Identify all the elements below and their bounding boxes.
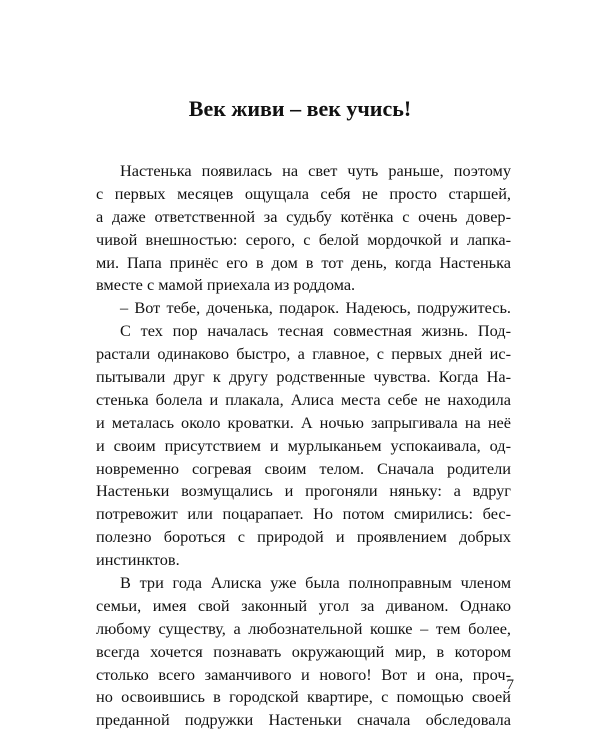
text-line: стенька болела и плакала, Алиса места себе не находила [96,389,511,409]
text-line: потревожит или поцарапает. Но потом смирились: бес- [96,504,511,524]
text-line: инстинктов. [96,550,180,570]
text-line: с первых месяцев ощущала себя не просто старшей, [96,183,511,203]
text-line: чивой внешностью: серого, с белой мордочкой и лапка- [96,229,511,249]
text-line: новременно согревая своим телом. Сначала родители [96,458,511,478]
text-line: полезно бороться с природой и проявлением добрых [96,527,511,547]
chapter-title: Век живи – век учись! [188,96,412,121]
body-text [96,160,511,732]
text-line: Настеньки возмущались и прогоняли няньку: а вдруг [96,481,511,501]
text-line: столько всего заманчивого и нового! Вот и она, проч- [96,664,511,684]
text-line: Настенька появилась на свет чуть раньше, поэтому [120,161,511,180]
text-line: семьи, имея свой законный угол за диваном. Однако [96,595,511,615]
text-line: преданной подружки Настеньки сначала обследовала [96,710,511,730]
text-line: В три года Алиска уже была полноправным членом [120,573,511,593]
text-line: и металась около кроватки. А ночью запрыгивала на неё [96,412,511,432]
text-line: и своим присутствием и мурлыканьем успокаивала, од- [96,435,511,455]
text-line: – Вот тебе, доченька, подарок. Надеюсь, подружитесь. [120,298,511,318]
text-line: ми. Папа принёс его в дом в тот день, когда Настенька [96,252,511,272]
text-line: пытывали друг к другу родственные чувства. Когда На- [96,367,511,387]
text-line: растали одинаково быстро, а главное, с первых дней ис- [96,344,511,364]
text-line: С тех пор началась тесная совместная жизнь. Под- [120,321,511,341]
text-line: всегда хочется познавать окружающий мир, в котором [96,641,511,661]
text-line: а даже ответственной за судьбу котёнка с очень довер- [96,206,511,226]
text-line: но освоившись в городской квартире, с помощью своей [96,687,511,707]
text-line: вместе с мамой приехала из роддома. [96,275,356,295]
text-line: любому существу, а любознательной кошке – тем более, [96,618,511,638]
page-number: 7 [506,677,514,693]
